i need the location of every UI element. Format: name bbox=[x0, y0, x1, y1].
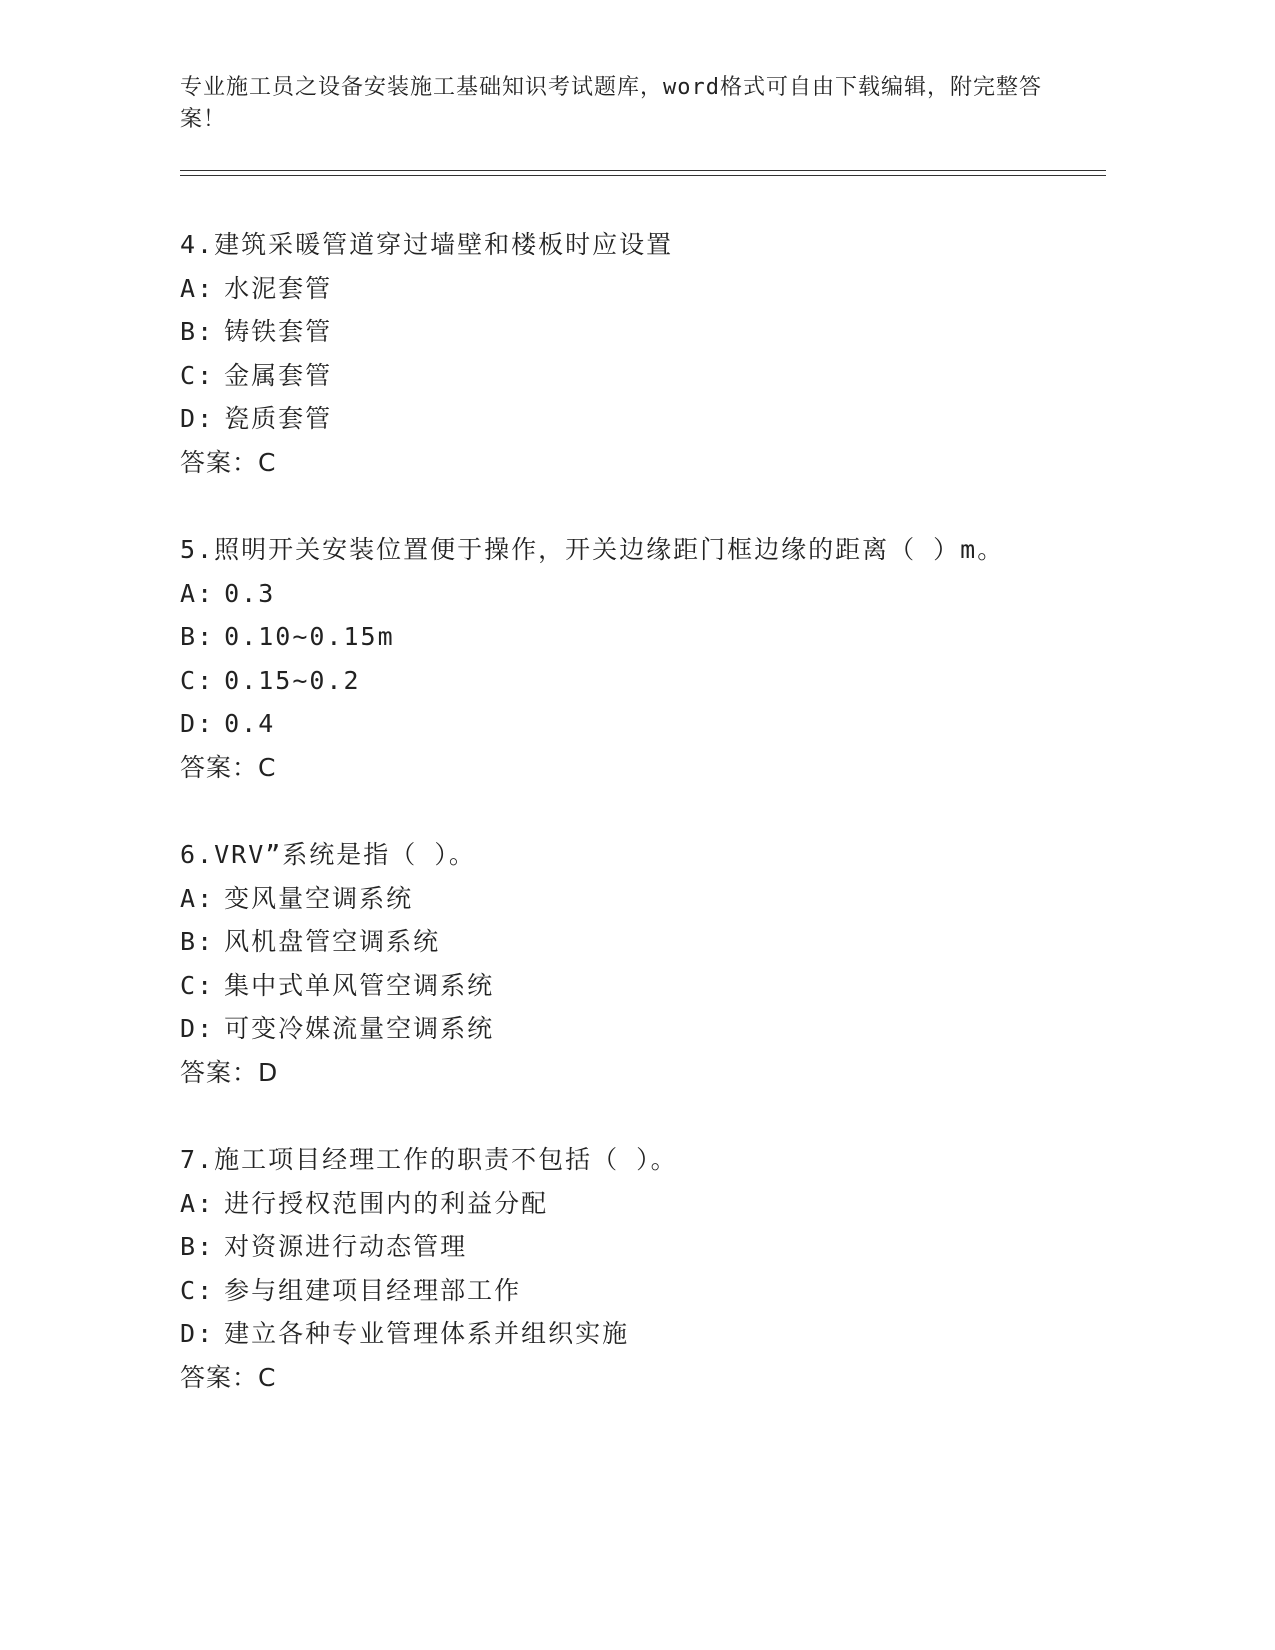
question-4 bbox=[180, 223, 1120, 484]
document-header: 专业施工员之设备安装施工基础知识考试题库，word格式可自由下载编辑，附完整答案！ bbox=[180, 75, 1042, 132]
option-b: B: 铸铁套管 bbox=[180, 317, 333, 346]
question-stem: 7.施工项目经理工作的职责不包括（ ）。 bbox=[180, 1145, 678, 1174]
option-b: B: 风机盘管空调系统 bbox=[180, 927, 441, 956]
option-c: C: 0.15~0.2 bbox=[180, 665, 361, 695]
answer-line: 答案：C bbox=[180, 1362, 277, 1392]
question-6 bbox=[180, 833, 1120, 1094]
answer-line: 答案：C bbox=[180, 447, 277, 477]
question-stem: 4.建筑采暖管道穿过墙壁和楼板时应设置 bbox=[180, 230, 674, 259]
option-c: C: 参与组建项目经理部工作 bbox=[180, 1275, 522, 1305]
header-divider-bottom bbox=[180, 175, 1106, 176]
question-stem: 5.照明开关安装位置便于操作，开关边缘距门框边缘的距离（ ）m。 bbox=[180, 535, 1005, 564]
option-d: D: 0.4 bbox=[180, 709, 276, 738]
option-c: C: 集中式单风管空调系统 bbox=[180, 970, 495, 1000]
option-a: A: 进行授权范围内的利益分配 bbox=[180, 1188, 549, 1218]
answer-line: 答案：C bbox=[180, 752, 277, 782]
question-5 bbox=[180, 528, 1120, 789]
option-b: B: 对资源进行动态管理 bbox=[180, 1232, 468, 1261]
option-c: C: 金属套管 bbox=[180, 360, 333, 390]
option-d: D: 瓷质套管 bbox=[180, 404, 333, 433]
option-d: D: 建立各种专业管理体系并组织实施 bbox=[180, 1319, 630, 1348]
option-a: A: 变风量空调系统 bbox=[180, 883, 414, 913]
option-a: A: 0.3 bbox=[180, 578, 276, 608]
answer-line: 答案：D bbox=[180, 1057, 279, 1087]
option-a: A: 水泥套管 bbox=[180, 273, 333, 303]
question-7 bbox=[180, 1138, 1120, 1399]
question-stem: 6.VRV”系统是指（ ）。 bbox=[180, 840, 476, 869]
header-divider-top bbox=[180, 170, 1106, 171]
option-d: D: 可变冷媒流量空调系统 bbox=[180, 1014, 495, 1043]
option-b: B: 0.10~0.15m bbox=[180, 622, 395, 651]
